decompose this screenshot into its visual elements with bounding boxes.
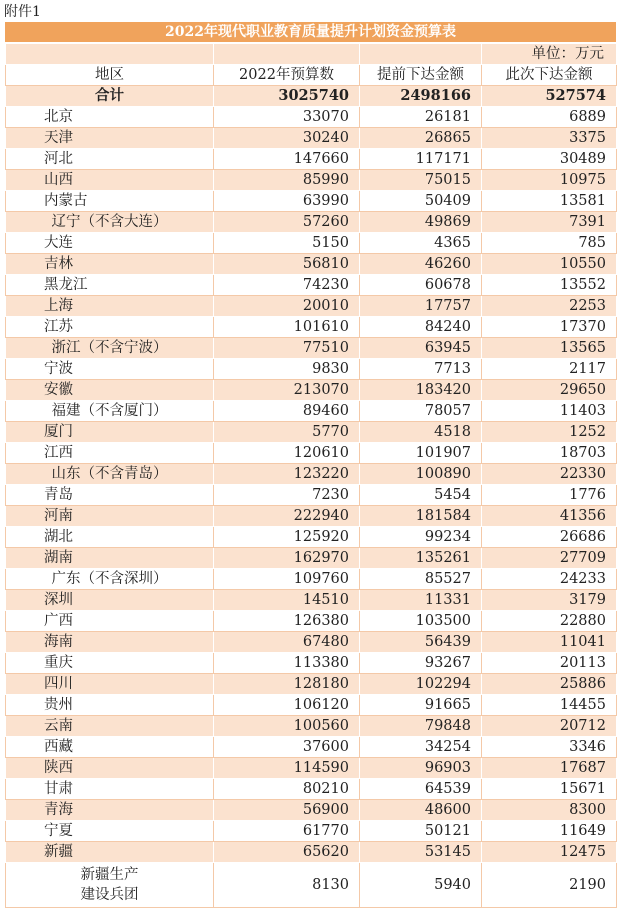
header-current: 此次下达金额 [482, 65, 617, 86]
budget-cell: 74230 [214, 275, 360, 296]
current-cell: 2253 [482, 296, 617, 317]
budget-cell: 80210 [214, 779, 360, 800]
table-row [6, 212, 617, 233]
sheet-title: 2022年现代职业教育质量提升计划资金预算表 [5, 22, 616, 43]
current-cell: 2117 [482, 359, 617, 380]
region-cell: 陕西 [6, 758, 214, 779]
table-row [6, 674, 617, 695]
advance-cell: 4365 [360, 233, 482, 254]
budget-cell: 63990 [214, 191, 360, 212]
region-cell: 河南 [6, 506, 214, 527]
budget-table-body [6, 44, 617, 908]
current-cell: 29650 [482, 380, 617, 401]
advance-cell: 181584 [360, 506, 482, 527]
budget-cell: 125920 [214, 527, 360, 548]
advance-cell: 96903 [360, 758, 482, 779]
current-cell: 11041 [482, 632, 617, 653]
attachment-label: 附件1 [4, 4, 41, 20]
region-cell: 辽宁（不含大连） [6, 212, 214, 233]
region-cell: 浙江（不含宁波） [6, 338, 214, 359]
advance-cell: 49869 [360, 212, 482, 233]
advance-cell: 91665 [360, 695, 482, 716]
region-cell: 重庆 [6, 653, 214, 674]
current-cell: 22330 [482, 464, 617, 485]
current-cell: 785 [482, 233, 617, 254]
table-row [6, 779, 617, 800]
budget-cell: 65620 [214, 842, 360, 863]
region-cell: 北京 [6, 107, 214, 128]
current-cell: 26686 [482, 527, 617, 548]
current-cell: 17687 [482, 758, 617, 779]
table-row [6, 800, 617, 821]
table-row [6, 485, 617, 506]
region-cell: 青海 [6, 800, 214, 821]
unit-row [6, 44, 617, 65]
budget-cell: 126380 [214, 611, 360, 632]
table-row [6, 863, 617, 908]
advance-cell: 63945 [360, 338, 482, 359]
budget-cell: 123220 [214, 464, 360, 485]
table-row [6, 128, 617, 149]
table-row [6, 296, 617, 317]
table-row [6, 191, 617, 212]
table-row [6, 737, 617, 758]
table-row [6, 548, 617, 569]
region-cell: 天津 [6, 128, 214, 149]
advance-cell: 102294 [360, 674, 482, 695]
current-cell: 7391 [482, 212, 617, 233]
budget-cell: 77510 [214, 338, 360, 359]
table-row [6, 149, 617, 170]
budget-cell: 213070 [214, 380, 360, 401]
advance-cell: 99234 [360, 527, 482, 548]
advance-cell: 26181 [360, 107, 482, 128]
header-budget: 2022年预算数 [214, 65, 360, 86]
region-line: 新疆生产 [80, 867, 139, 883]
advance-cell: 117171 [360, 149, 482, 170]
region-cell: 湖南 [6, 548, 214, 569]
region-cell: 上海 [6, 296, 214, 317]
current-cell: 11403 [482, 401, 617, 422]
current-cell: 25886 [482, 674, 617, 695]
advance-cell: 85527 [360, 569, 482, 590]
table-row [6, 611, 617, 632]
budget-sheet [5, 22, 616, 908]
table-row [6, 254, 617, 275]
table-row [6, 170, 617, 191]
advance-cell: 100890 [360, 464, 482, 485]
total-advance: 2498166 [360, 86, 482, 107]
advance-cell: 79848 [360, 716, 482, 737]
budget-cell: 109760 [214, 569, 360, 590]
table-row [6, 653, 617, 674]
current-cell: 10550 [482, 254, 617, 275]
budget-cell: 7230 [214, 485, 360, 506]
budget-cell: 128180 [214, 674, 360, 695]
current-cell: 18703 [482, 443, 617, 464]
current-cell: 13565 [482, 338, 617, 359]
current-cell: 1776 [482, 485, 617, 506]
region-cell: 大连 [6, 233, 214, 254]
table-row [6, 422, 617, 443]
current-cell: 12475 [482, 842, 617, 863]
budget-cell: 20010 [214, 296, 360, 317]
region-cell: 广东（不含深圳） [6, 569, 214, 590]
budget-cell: 120610 [214, 443, 360, 464]
total-label: 合计 [6, 86, 214, 107]
advance-cell: 48600 [360, 800, 482, 821]
budget-cell: 30240 [214, 128, 360, 149]
budget-table [5, 43, 617, 908]
current-cell: 20712 [482, 716, 617, 737]
unit-spacer [214, 44, 360, 65]
current-cell: 17370 [482, 317, 617, 338]
advance-cell: 7713 [360, 359, 482, 380]
header-region: 地区 [6, 65, 214, 86]
budget-cell: 33070 [214, 107, 360, 128]
current-cell: 10975 [482, 170, 617, 191]
region-cell: 山西 [6, 170, 214, 191]
budget-cell: 222940 [214, 506, 360, 527]
table-row [6, 317, 617, 338]
table-row [6, 338, 617, 359]
budget-cell: 61770 [214, 821, 360, 842]
budget-cell: 8130 [214, 863, 360, 908]
region-cell: 吉林 [6, 254, 214, 275]
advance-cell: 78057 [360, 401, 482, 422]
budget-cell: 106120 [214, 695, 360, 716]
region-cell: 黑龙江 [6, 275, 214, 296]
budget-cell: 101610 [214, 317, 360, 338]
advance-cell: 101907 [360, 443, 482, 464]
table-row [6, 821, 617, 842]
budget-cell: 5150 [214, 233, 360, 254]
unit-spacer [6, 44, 214, 65]
advance-cell: 17757 [360, 296, 482, 317]
advance-cell: 34254 [360, 737, 482, 758]
budget-cell: 162970 [214, 548, 360, 569]
advance-cell: 135261 [360, 548, 482, 569]
region-cell: 湖北 [6, 527, 214, 548]
table-row [6, 380, 617, 401]
table-row [6, 842, 617, 863]
header-row [6, 65, 617, 86]
table-row [6, 506, 617, 527]
region-cell: 云南 [6, 716, 214, 737]
advance-cell: 26865 [360, 128, 482, 149]
advance-cell: 50409 [360, 191, 482, 212]
table-row [6, 695, 617, 716]
budget-cell: 57260 [214, 212, 360, 233]
advance-cell: 50121 [360, 821, 482, 842]
region-cell: 宁夏 [6, 821, 214, 842]
budget-cell: 5770 [214, 422, 360, 443]
advance-cell: 103500 [360, 611, 482, 632]
table-row [6, 632, 617, 653]
region-cell: 西藏 [6, 737, 214, 758]
total-row [6, 86, 617, 107]
budget-cell: 67480 [214, 632, 360, 653]
advance-cell: 53145 [360, 842, 482, 863]
region-cell [6, 863, 214, 908]
current-cell: 41356 [482, 506, 617, 527]
current-cell: 6889 [482, 107, 617, 128]
current-cell: 13552 [482, 275, 617, 296]
table-row [6, 233, 617, 254]
budget-cell: 89460 [214, 401, 360, 422]
header-advance: 提前下达金额 [360, 65, 482, 86]
current-cell: 30489 [482, 149, 617, 170]
region-cell: 江西 [6, 443, 214, 464]
advance-cell: 93267 [360, 653, 482, 674]
current-cell: 11649 [482, 821, 617, 842]
budget-cell: 37600 [214, 737, 360, 758]
region-cell: 新疆 [6, 842, 214, 863]
current-cell: 2190 [482, 863, 617, 908]
advance-cell: 84240 [360, 317, 482, 338]
region-cell: 江苏 [6, 317, 214, 338]
current-cell: 8300 [482, 800, 617, 821]
advance-cell: 5454 [360, 485, 482, 506]
advance-cell: 11331 [360, 590, 482, 611]
current-cell: 3375 [482, 128, 617, 149]
budget-cell: 9830 [214, 359, 360, 380]
region-cell: 安徽 [6, 380, 214, 401]
region-cell: 福建（不含厦门） [6, 401, 214, 422]
budget-cell: 85990 [214, 170, 360, 191]
table-row [6, 401, 617, 422]
advance-cell: 64539 [360, 779, 482, 800]
budget-cell: 100560 [214, 716, 360, 737]
advance-cell: 4518 [360, 422, 482, 443]
table-row [6, 590, 617, 611]
region-cell: 内蒙古 [6, 191, 214, 212]
region-cell: 广西 [6, 611, 214, 632]
budget-cell: 114590 [214, 758, 360, 779]
current-cell: 27709 [482, 548, 617, 569]
advance-cell: 46260 [360, 254, 482, 275]
table-row [6, 464, 617, 485]
table-row [6, 359, 617, 380]
region-cell: 宁波 [6, 359, 214, 380]
budget-cell: 56900 [214, 800, 360, 821]
current-cell: 1252 [482, 422, 617, 443]
table-row [6, 758, 617, 779]
region-cell: 贵州 [6, 695, 214, 716]
unit-spacer [360, 44, 482, 65]
budget-cell: 113380 [214, 653, 360, 674]
total-budget: 3025740 [214, 86, 360, 107]
current-cell: 20113 [482, 653, 617, 674]
region-cell: 山东（不含青岛） [6, 464, 214, 485]
region-line: 建设兵团 [80, 887, 139, 903]
advance-cell: 183420 [360, 380, 482, 401]
region-cell: 厦门 [6, 422, 214, 443]
advance-cell: 60678 [360, 275, 482, 296]
current-cell: 3179 [482, 590, 617, 611]
region-cell: 海南 [6, 632, 214, 653]
advance-cell: 56439 [360, 632, 482, 653]
unit-label: 单位：万元 [482, 44, 617, 65]
table-row [6, 569, 617, 590]
current-cell: 24233 [482, 569, 617, 590]
budget-cell: 14510 [214, 590, 360, 611]
region-cell: 河北 [6, 149, 214, 170]
current-cell: 22880 [482, 611, 617, 632]
current-cell: 15671 [482, 779, 617, 800]
current-cell: 3346 [482, 737, 617, 758]
advance-cell: 5940 [360, 863, 482, 908]
table-row [6, 716, 617, 737]
region-cell: 四川 [6, 674, 214, 695]
region-cell: 深圳 [6, 590, 214, 611]
table-row [6, 275, 617, 296]
budget-cell: 147660 [214, 149, 360, 170]
table-row [6, 107, 617, 128]
table-row [6, 527, 617, 548]
advance-cell: 75015 [360, 170, 482, 191]
current-cell: 13581 [482, 191, 617, 212]
region-cell: 青岛 [6, 485, 214, 506]
total-current: 527574 [482, 86, 617, 107]
region-cell: 甘肃 [6, 779, 214, 800]
table-row [6, 443, 617, 464]
budget-cell: 56810 [214, 254, 360, 275]
current-cell: 14455 [482, 695, 617, 716]
